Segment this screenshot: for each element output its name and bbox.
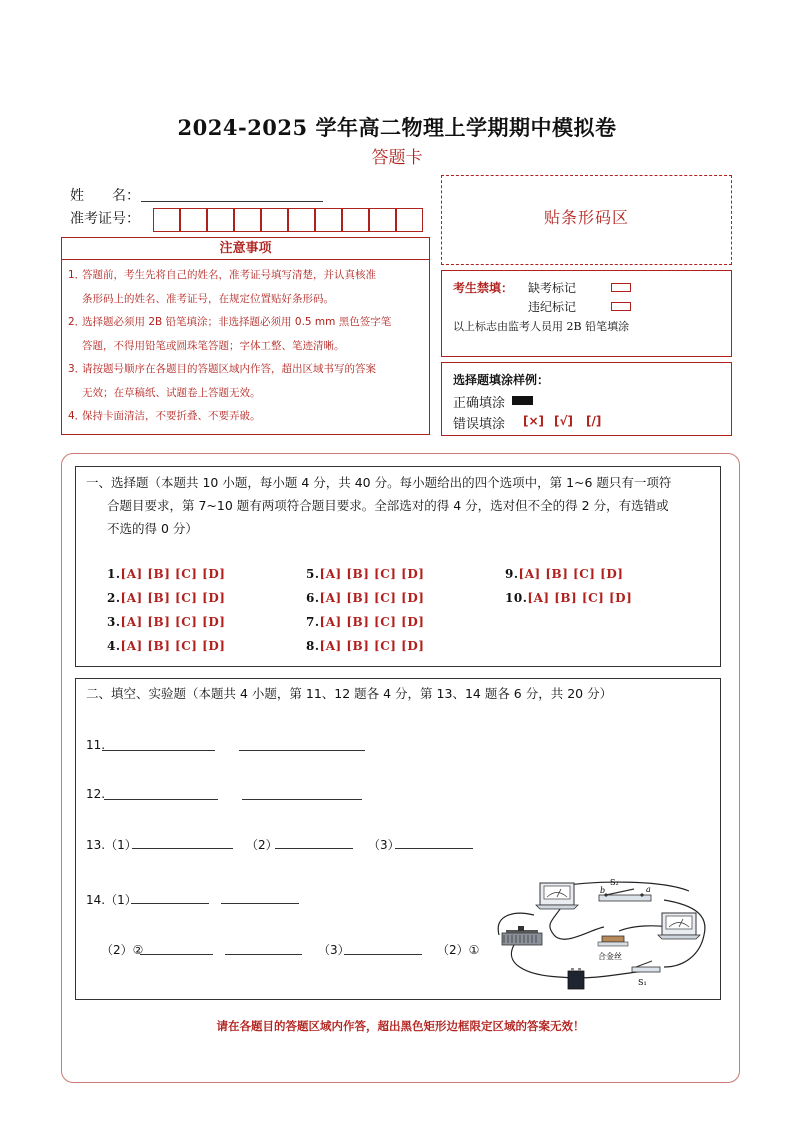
q14-blank-4[interactable] (225, 943, 302, 955)
q14-blank-2[interactable] (221, 892, 299, 904)
id-digit-box[interactable] (153, 208, 180, 232)
q13-label: 13.（1） (86, 838, 137, 852)
label-s2: S₂ (610, 878, 619, 887)
absent-mark-box[interactable] (611, 283, 631, 292)
q13-blank-1[interactable] (132, 837, 233, 849)
id-digit-box[interactable] (369, 208, 396, 232)
q11-blank-2[interactable] (239, 739, 365, 751)
choice-row-9[interactable]: 9.[A] [B] [C] [D] (505, 567, 624, 581)
correct-fill-sample (512, 396, 533, 405)
wrong-mark-check: [√] (554, 414, 573, 428)
id-label: 准考证号： (70, 211, 140, 227)
q12-blank-1[interactable] (104, 788, 218, 800)
notice-box (61, 260, 430, 435)
switch-s2-icon (599, 889, 651, 901)
q13-part2-label: （2） (246, 838, 278, 852)
choice-row-6[interactable]: 6.[A] [B] [C] [D] (306, 591, 425, 605)
fill-sample-title: 选择题填涂样例： (453, 373, 550, 387)
choice-row-5[interactable]: 5.[A] [B] [C] [D] (306, 567, 425, 581)
section-choice (75, 466, 721, 667)
q14-part3-label: （3） (318, 943, 350, 957)
section-choice-heading-3: 不选的得 0 分） (107, 521, 198, 536)
battery-icon (568, 968, 584, 989)
wrong-fill-label: 错误填涂 (453, 417, 506, 432)
q12-label: 12. (86, 787, 106, 801)
voltmeter-icon (536, 883, 578, 909)
notice-heading: 注意事项 (61, 237, 430, 260)
label-a: a (646, 885, 651, 894)
id-digit-box[interactable] (288, 208, 315, 232)
id-digit-box[interactable] (315, 208, 342, 232)
id-digit-box[interactable] (261, 208, 288, 232)
correct-fill-label: 正确填涂 (453, 396, 506, 411)
label-alloy: 合金丝 (598, 952, 622, 961)
footer-note: 请在各题目的答题区域内作答，超出黑色矩形边框限定区域的答案无效！ (216, 1019, 585, 1033)
section-fill-heading: 二、填空、实验题（本题共 4 小题，第 11、12 题各 4 分，第 13、14 题各 6 分，共 20 分） (86, 686, 613, 701)
notice-item: 3．请按题号顺序在各题目的答题区域内作答，超出区域书写的答案 无效；在草稿纸、试题卷上答题无效。 (68, 363, 376, 399)
exam-marks-box (441, 270, 732, 357)
name-field[interactable] (141, 188, 323, 202)
q13-blank-3[interactable] (395, 837, 473, 849)
violation-label: 违纪标记 (528, 300, 577, 314)
exam-marks-note: 以上标志由监考人员用 2B 铅笔填涂 (453, 320, 630, 333)
fill-sample-box (441, 362, 732, 436)
q14-part2b-label: （2）① (437, 943, 480, 957)
name-label: 姓 名： (70, 188, 140, 204)
choice-row-10[interactable]: 10.[A] [B] [C] [D] (505, 591, 633, 605)
q14-blank-1[interactable] (131, 892, 209, 904)
wrong-mark-slash: [/] (586, 414, 602, 428)
exam-marks-title: 考生禁填： (453, 281, 514, 295)
barcode-area[interactable]: 贴条形码区 (441, 175, 732, 265)
q14-part2a-label: （2）② (101, 943, 144, 957)
choice-row-8[interactable]: 8.[A] [B] [C] [D] (306, 639, 425, 653)
notice-item: 2．选择题必须用 2B 铅笔填涂；非选择题必须用 0.5 mm 黑色签字笔 答题，不得用铅笔或圆珠笔答题；字体工整、笔迹清晰。 (68, 316, 392, 352)
section-fill (75, 678, 721, 1000)
choice-row-4[interactable]: 4.[A] [B] [C] [D] (107, 639, 226, 653)
q14-label: 14.（1） (86, 893, 137, 907)
q14-blank-5[interactable] (344, 943, 422, 955)
choice-row-1[interactable]: 1.[A] [B] [C] [D] (107, 567, 226, 581)
choice-row-7[interactable]: 7.[A] [B] [C] [D] (306, 615, 425, 629)
q11-label: 11. (86, 738, 106, 752)
page-subtitle: 答题卡 (371, 148, 423, 168)
ammeter-icon (658, 913, 700, 939)
circuit-diagram (494, 875, 716, 995)
q14-blank-3[interactable] (140, 943, 213, 955)
page-title: 2024-2025 学年高二物理上学期期中模拟卷 (177, 115, 617, 140)
violation-mark-box[interactable] (611, 302, 631, 311)
choice-row-2[interactable]: 2.[A] [B] [C] [D] (107, 591, 226, 605)
id-digit-box[interactable] (396, 208, 423, 232)
q13-part3-label: （3） (368, 838, 400, 852)
id-digit-box[interactable] (180, 208, 207, 232)
choice-row-3[interactable]: 3.[A] [B] [C] [D] (107, 615, 226, 629)
section-choice-heading-1: 一、选择题（本题共 10 小题，每小题 4 分，共 40 分。每小题给出的四个选项中，第 1~6 题只有一项符 (86, 475, 672, 490)
id-digit-box[interactable] (207, 208, 234, 232)
q11-blank-1[interactable] (102, 739, 215, 751)
absent-label: 缺考标记 (528, 281, 577, 295)
notice-item: 1．答题前，考生先将自己的姓名，准考证号填写清楚，并认真核准 条形码上的姓名、准考证号，在规定位置贴好条形码。 (68, 269, 376, 305)
notice-item: 4．保持卡面清洁，不要折叠、不要弄破。 (68, 410, 261, 422)
section-choice-heading-2: 合题目要求，第 7~10 题有两项符合题目要求。全部选对的得 4 分，选对但不全的得 2 分，有选错或 (107, 498, 669, 513)
rheostat-icon (502, 926, 542, 945)
switch-s1-icon (632, 961, 660, 972)
q12-blank-2[interactable] (242, 788, 362, 800)
alloy-wire-icon (598, 936, 628, 946)
id-digit-box[interactable] (234, 208, 261, 232)
wrong-mark-x: [×] (523, 414, 545, 428)
id-digit-box[interactable] (342, 208, 369, 232)
label-b: b (600, 886, 606, 895)
q13-blank-2[interactable] (275, 837, 353, 849)
label-s1: S₁ (638, 978, 647, 987)
